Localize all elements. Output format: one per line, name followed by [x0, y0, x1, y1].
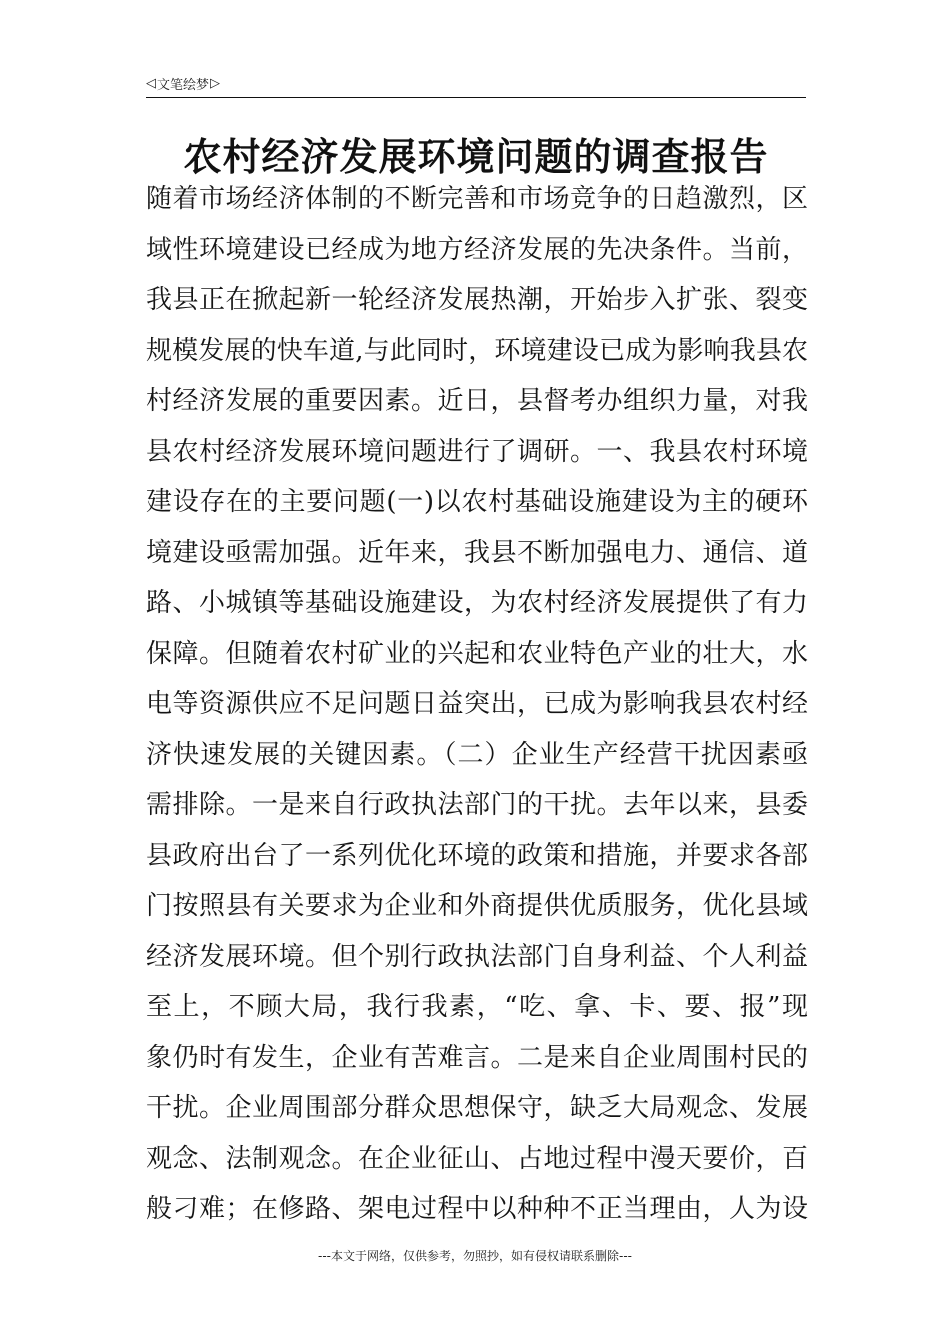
body-line: 县政府出台了一系列优化环境的政策和措施，并要求各部: [146, 840, 808, 871]
body-line: 干扰。企业周围部分群众思想保守，缺乏大局观念、发展: [146, 1093, 808, 1123]
header-divider: [146, 97, 806, 98]
body-line: 规模发展的快车道,与此同时，环境建设已成为影响我县农: [146, 335, 808, 366]
document-title: 农村经济发展环境问题的调查报告: [183, 134, 769, 179]
body-line: 门按照县有关要求为企业和外商提供优质服务，优化县域: [146, 891, 808, 921]
header-label: 文笔绘梦: [157, 78, 210, 93]
body-line: 路、小城镇等基础设施建设，为农村经济发展提供了有力: [146, 588, 808, 618]
body-line: 般刁难；在修路、架电过程中以种种不正当理由，人为设: [146, 1194, 808, 1224]
body-text: [146, 174, 808, 1235]
body-line: 保障。但随着农村矿业的兴起和农业特色产业的壮大，水: [146, 638, 808, 669]
right-triangle-icon: ▷: [210, 76, 221, 91]
body-line: 象仍时有发生，企业有苦难言。二是来自企业周围村民的: [146, 1042, 808, 1073]
body-line: 境建设亟需加强。近年来，我县不断加强电力、通信、道: [146, 537, 808, 568]
body-line: 我县正在掀起新一轮经济发展热潮，开始步入扩张、裂变: [146, 285, 808, 315]
body-line: 需排除。一是来自行政执法部门的干扰。去年以来，县委: [146, 790, 808, 820]
body-line: 经济发展环境。但个别行政执法部门自身利益、个人利益: [146, 941, 808, 972]
body-line: 电等资源供应不足问题日益突出，已成为影响我县农村经: [146, 689, 808, 719]
running-header: [146, 74, 220, 93]
body-line: 观念、法制观念。在企业征山、占地过程中漫天要价，百: [146, 1143, 808, 1174]
body-line: 济快速发展的关键因素。（二）企业生产经营干扰因素亟: [146, 739, 808, 770]
page-footer: ---本文于网络，仅供参考，勿照抄，如有侵权请联系删除---: [318, 1249, 632, 1263]
body-line: 随着市场经济体制的不断完善和市场竞争的日趋激烈，区: [146, 184, 808, 214]
body-line: 县农村经济发展环境问题进行了调研。一、我县农村环境: [146, 436, 808, 467]
body-line: 域性环境建设已经成为地方经济发展的先决条件。当前，: [146, 234, 808, 265]
body-line: 建设存在的主要问题(一)以农村基础设施建设为主的硬环: [146, 487, 808, 517]
body-line: 至上，不顾大局，我行我素，“吃、拿、卡、要、报”现: [146, 992, 808, 1022]
left-triangle-icon: ◁: [146, 76, 156, 91]
body-line: 村经济发展的重要因素。近日，县督考办组织力量，对我: [146, 386, 808, 416]
